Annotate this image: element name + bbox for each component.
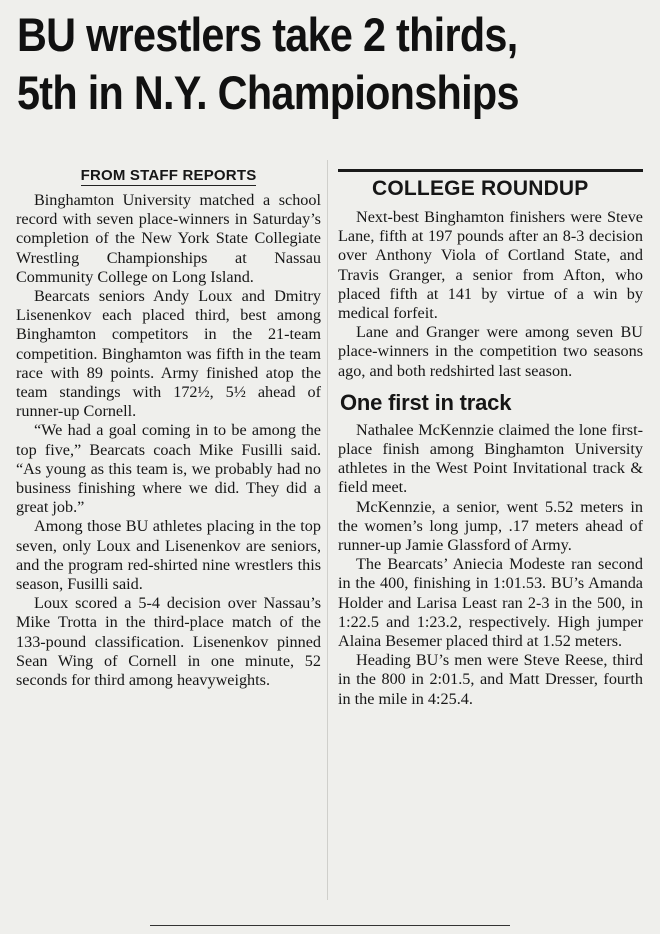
article-paragraph: Loux scored a 5-4 decision over Nassau’s Mike Trotta in the third-place match of the 133-pound classification. Lisenenkov pinned Sean Wing of Cornell in one minute, 52 seconds for third among heavyweights. bbox=[16, 594, 321, 690]
headline-line-1: BU wrestlers take 2 thirds, bbox=[17, 8, 518, 61]
byline-text: FROM STAFF REPORTS bbox=[80, 167, 257, 184]
article-paragraph: Next-best Binghamton finishers were Steve Lane, fifth at 197 pounds after an 8-3 decision over Anthony Viola of Cortland State, and Travis Granger, a senior from Afton, who placed fifth at 141 by virtue of a win by medical forfeit. bbox=[338, 208, 643, 323]
article-paragraph: Nathalee McKennzie claimed the lone first-place finish among Binghamton University athletes in the West Point Invitational track & field meet. bbox=[338, 420, 643, 497]
bottom-rule bbox=[150, 925, 510, 926]
section-title: COLLEGE ROUNDUP bbox=[338, 169, 643, 208]
article-paragraph: Heading BU’s men were Steve Reese, third in the 800 in 2:01.5, and Matt Dresser, fourth in the mile in 4:25.4. bbox=[338, 651, 643, 708]
article-paragraph: The Bearcats’ Aniecia Modeste ran second in the 400, finishing in 1:01.53. BU’s Amanda Holder and Larisa Least ran 2-3 in the 500, in 1:22.5 and 1:23.2, respectively. High jumper Alaina Besemer placed third at 1.52 meters. bbox=[338, 555, 643, 651]
headline-line-2: 5th in N.Y. Championships bbox=[17, 66, 519, 119]
left-column bbox=[16, 163, 321, 690]
article-paragraph: “We had a goal coming in to be among the top five,” Bearcats coach Mike Fusilli said. “As young as this team is, we probably had no business finishing where we did. They did a great job.” bbox=[16, 421, 321, 517]
byline bbox=[16, 163, 321, 191]
article-paragraph: Binghamton University matched a school record with seven place-winners in Saturday’s completion of the New York State Collegiate Wrestling Championships at Nassau Community College on Long Island. bbox=[16, 191, 321, 286]
headline bbox=[17, 6, 571, 122]
column-gutter bbox=[327, 160, 328, 900]
subhead: One first in track bbox=[340, 389, 512, 415]
right-column bbox=[338, 163, 643, 709]
article-paragraph: Among those BU athletes placing in the top seven, only Loux and Lisenenkov are seniors, and the program red-shirted nine wrestlers this season, Fusilli said. bbox=[16, 517, 321, 594]
article-paragraph: McKennzie, a senior, went 5.52 meters in the women’s long jump, .17 meters ahead of runner-up Jamie Glassford of Army. bbox=[338, 497, 643, 555]
article-paragraph: Bearcats seniors Andy Loux and Dmitry Lisenenkov each placed third, best among Binghamton competitors in the 21-team competition. Binghamton was fifth in the team race with 89 points. Army finished atop the team standings with 172½, 5½ ahead of runner-up Cornell. bbox=[16, 287, 321, 421]
article-paragraph: Lane and Granger were among seven BU place-winners in the competition two seasons ago, and both redshirted last season. bbox=[338, 323, 643, 380]
